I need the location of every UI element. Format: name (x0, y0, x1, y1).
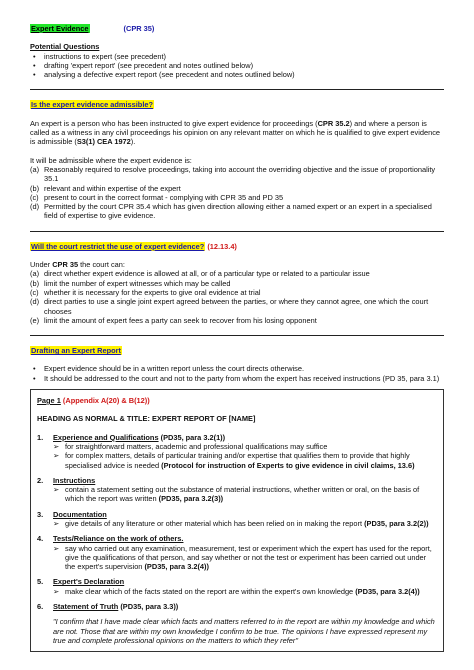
section-2 (37, 476, 437, 504)
arrow-bullet-icon: ➢ (53, 586, 60, 596)
section-5 (37, 577, 437, 596)
text-run: the court can: (78, 260, 125, 270)
section-title: Documentation (53, 509, 107, 519)
section-1 (37, 433, 437, 470)
text-run: ) and where a person is called as a witness in any civil proceedings his opinion on any relevant matter on which he is qualified to give expert evidence is admissible ( (30, 118, 441, 147)
list-item (30, 297, 444, 316)
list-item (30, 269, 444, 278)
doc-cpr-ref: (CPR 35) (123, 24, 155, 33)
section-number: 1. (37, 432, 44, 442)
item-key: (c) (30, 192, 39, 202)
item-key: (e) (30, 315, 40, 325)
sub-ref: (PD35, para 3.2(3)) (158, 494, 224, 504)
item-text: direct parties to use a single joint expert agreed between the parties, or where they cannot agree, one which the court chooses (44, 297, 429, 316)
list-item (30, 165, 444, 184)
section-title: Expert's Declaration (53, 577, 125, 587)
item-key: (d) (30, 297, 40, 307)
report-heading-line: HEADING AS NORMAL & TITLE: EXPERT REPORT OF [NAME] (37, 414, 256, 424)
section-4 (37, 534, 437, 571)
admissible-list (30, 165, 444, 221)
section-title: Instructions (53, 475, 96, 485)
sub-ref: (Protocol for instruction of Experts to give evidence in civil claims, 13.6) (161, 460, 415, 470)
list-item (30, 288, 444, 297)
sub-text: say who carried out any examination, measurement, test or experiment which the expert has used for the report, give the qualifications of that person, and say whether or not the test or experiment has been carried out under the expert's supervision (65, 543, 432, 572)
cpr-ref: CPR 35.2 (317, 118, 350, 128)
section-number: 5. (37, 577, 44, 587)
admissible-heading: Is the expert evidence admissible? (31, 100, 153, 110)
item-text: relevant and within expertise of the expert (44, 183, 181, 193)
doc-title: Expert Evidence (31, 24, 89, 33)
cpr-ref: CPR 35 (52, 260, 79, 270)
potential-questions-list (30, 52, 444, 80)
sub-ref: (PD35, para 3.2(4)) (144, 562, 209, 572)
item-text: Permitted by the court CPR 35.4 which has given direction allowing either a named expert or an expert in a specialised field of expertise to give evidence. (44, 202, 432, 221)
sub-text: for complex matters, details of particular training and/or expertise that qualifies them to provide that highly specialised advice is needed (65, 451, 410, 470)
sub-text: make clear which of the facts stated on the report are within the expert's own knowledge (65, 586, 356, 596)
arrow-bullet-icon: ➢ (53, 543, 60, 553)
divider (30, 89, 444, 90)
restrict-list (30, 269, 444, 325)
section-title: Statement of Truth (53, 602, 119, 612)
sub-ref: (PD35, para 3.2(2)) (364, 518, 429, 528)
section-title: Experience and Qualifications (53, 432, 159, 442)
text-run: Under (30, 260, 53, 270)
sub-ref: (PD35, para 3.2(4)) (355, 586, 420, 596)
page-label-row (37, 396, 437, 405)
arrow-bullet-icon: ➢ (53, 451, 60, 461)
item-text: direct whether expert evidence is allowed at all, or of a particular type or related to a particular issue (44, 269, 370, 279)
sub-text: for straightforward matters, academic and professional qualifications may suffice (65, 441, 328, 451)
section-number: 2. (37, 475, 44, 485)
arrow-bullet-icon: ➢ (53, 441, 60, 451)
item-key: (c) (30, 287, 39, 297)
text-run: ). (130, 137, 136, 147)
restrict-intro (30, 260, 444, 269)
title-row (30, 24, 444, 33)
section-ref: (PD35, para 3.2(1)) (158, 432, 226, 442)
list-item: • drafting 'expert report' (see precedent and notes outlined below) (30, 61, 444, 70)
sub-text: give details of any literature or other material which has been relied on in making the report (65, 518, 365, 528)
item-key: (d) (30, 202, 40, 212)
section-6 (37, 602, 437, 611)
arrow-bullet-icon: ➢ (53, 485, 60, 495)
section-number: 3. (37, 509, 44, 519)
list-item: • It should be addressed to the court and not to the party from whom the expert has received instructions (PD 35, para 3.1) (30, 374, 444, 383)
item-text: Reasonably required to resolve proceedings, taking into account the overriding objective and the issue of proportionality 35.1 (44, 164, 436, 184)
list-item (30, 202, 444, 221)
list-item: • analysing a defective expert report (see precedent and notes outlined below) (30, 70, 444, 79)
restrict-ref: (12.13.4) (207, 241, 237, 251)
restrict-heading: Will the court restrict the use of expert evidence? (31, 241, 205, 251)
potential-questions-label: Potential Questions (30, 42, 100, 52)
list-item (30, 316, 444, 325)
item-text: present to court in the correct format - complying with CPR 35 and PD 35 (44, 192, 284, 202)
section-title: Tests/Reliance on the work of others. (53, 534, 184, 544)
sub-text: contain a statement setting out the substance of material instructions, whether written or oral, on the basis of which the report was written (65, 485, 420, 504)
section-ref: (PD35, para 3.3)) (118, 602, 179, 612)
item-key: (a) (30, 164, 40, 174)
drafting-list (30, 364, 444, 383)
divider (30, 335, 444, 336)
item-key: (b) (30, 183, 40, 193)
admissible-intro: It will be admissible where the expert evidence is: (30, 155, 192, 165)
item-key: (b) (30, 278, 40, 288)
list-item: • instructions to expert (see precedent) (30, 52, 444, 61)
arrow-bullet-icon: ➢ (53, 518, 60, 528)
list-item (30, 279, 444, 288)
section-number: 4. (37, 534, 44, 544)
section-number: 6. (37, 602, 44, 612)
text-run: An expert is a person who has been instructed to give expert evidence for proceedings ( (30, 118, 318, 128)
section-3 (37, 510, 437, 529)
statute-ref: S3(1) CEA 1972 (76, 137, 131, 147)
statement-of-truth-quote: "I confirm that I have made clear which facts and matters referred to in the report are within my knowledge and which are not. Those that are within my own knowledge I confirm to be true. The opinions I have expressed represent my true and complete professional opinions on the matters to which they refer" (53, 617, 435, 645)
admissible-paragraph (30, 119, 444, 147)
list-item (30, 184, 444, 193)
list-item (30, 193, 444, 202)
list-item: • Expert evidence should be in a written report unless the court directs otherwise. (30, 364, 444, 373)
divider (30, 231, 444, 232)
expert-report-box (30, 389, 444, 652)
drafting-heading: Drafting an Expert Report (31, 346, 121, 356)
appendix-ref: (Appendix A(20) & B(12)) (62, 396, 150, 406)
item-key: (a) (30, 269, 40, 279)
item-text: limit the number of expert witnesses which may be called (44, 278, 231, 288)
item-text: whether it is necessary for the experts to give oral evidence at trial (44, 287, 261, 297)
item-text: limit the amount of expert fees a party can seek to recover from his losing opponent (44, 315, 317, 325)
page-label: Page 1 (37, 396, 61, 406)
